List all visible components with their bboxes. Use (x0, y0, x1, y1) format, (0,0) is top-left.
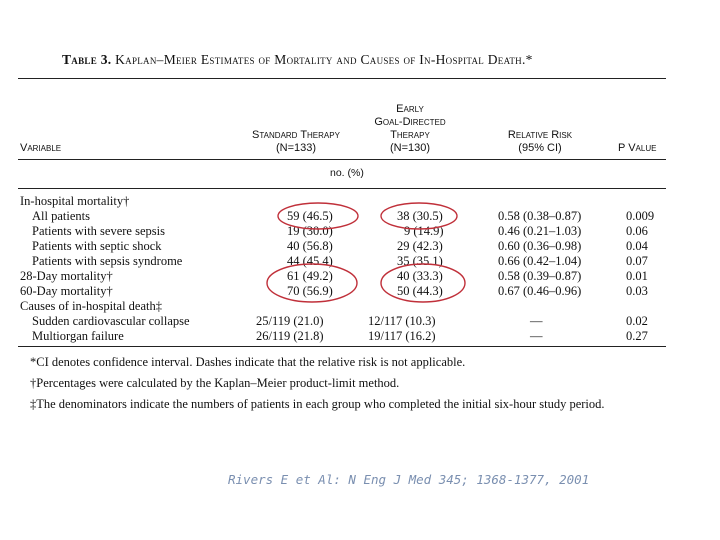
row-egd: 9 (14.9) (404, 224, 444, 238)
header-rr-line2: (95% CI) (518, 142, 562, 154)
header-egd-line2: Goal-Directed (374, 116, 446, 128)
row-p: 0.009 (626, 209, 655, 223)
row-variable: All patients (32, 209, 90, 223)
row-rr: — (530, 314, 543, 328)
header-egd-line1: Early (396, 103, 424, 115)
row-standard: 26/119 (21.8) (256, 329, 324, 343)
row-standard: 59 (46.5) (287, 209, 333, 223)
row-rr: 0.58 (0.38–0.87) (498, 209, 582, 223)
row-variable: Causes of in-hospital death‡ (20, 299, 162, 313)
footnote-ci: *CI denotes confidence interval. Dashes indicate that the relative risk is not applicable. (30, 355, 466, 369)
row-egd: 50 (44.3) (397, 284, 443, 298)
header-egd-line4: (N=130) (389, 142, 431, 154)
table-title-label: Table 3. (62, 52, 112, 67)
row-variable: Patients with severe sepsis (32, 224, 165, 238)
row-p: 0.01 (626, 269, 648, 283)
footnote-kaplan-meier: †Percentages were calculated by the Kaplan–Meier product-limit method. (30, 376, 400, 390)
highlight-circle-standard-mortality (267, 264, 357, 302)
table-title-text: Kaplan–Meier Estimates of Mortality and Causes of In-Hospital Death.* (115, 52, 533, 67)
row-rr: 0.66 (0.42–1.04) (498, 254, 582, 268)
row-variable: Sudden cardiovascular collapse (32, 314, 190, 328)
row-standard: 40 (56.8) (287, 239, 333, 253)
row-egd: 19/117 (16.2) (368, 329, 436, 343)
row-p: 0.02 (626, 314, 648, 328)
row-egd: 40 (33.3) (397, 269, 443, 283)
header-rr-line1: Relative Risk (507, 129, 573, 141)
row-variable: Patients with septic shock (32, 239, 162, 253)
row-p: 0.06 (626, 224, 648, 238)
row-rr: 0.60 (0.36–0.98) (498, 239, 582, 253)
row-p: 0.03 (626, 284, 648, 298)
row-rr: — (530, 329, 543, 343)
row-egd: 38 (30.5) (397, 209, 443, 223)
row-egd: 29 (42.3) (397, 239, 443, 253)
row-standard: 70 (56.9) (287, 284, 333, 298)
header-standard-line2: (N=133) (275, 142, 317, 154)
header-egd-line3: Therapy (390, 129, 430, 141)
row-variable: In-hospital mortality† (20, 194, 130, 208)
unit-label: no. (%) (330, 167, 364, 179)
footnote-denominators: ‡The denominators indicate the numbers of patients in each group who completed the initial six-hour study period. (30, 397, 605, 411)
row-rr: 0.67 (0.46–0.96) (498, 284, 582, 298)
citation: Rivers E et Al: N Eng J Med 345; 1368-1377, 2001 (228, 472, 590, 487)
row-variable: 60-Day mortality† (20, 284, 113, 298)
row-rr: 0.46 (0.21–1.03) (498, 224, 582, 238)
highlight-circle-standard-all (278, 203, 358, 229)
row-p: 0.07 (626, 254, 648, 268)
row-standard: 19 (30.0) (287, 224, 333, 238)
row-egd: 35 (35.1) (397, 254, 443, 268)
row-standard: 25/119 (21.0) (256, 314, 324, 328)
row-variable: Multiorgan failure (32, 329, 124, 343)
row-rr: 0.58 (0.39–0.87) (498, 269, 582, 283)
row-egd: 12/117 (10.3) (368, 314, 436, 328)
header-p-value: P Value (618, 142, 657, 154)
row-variable: 28-Day mortality† (20, 269, 113, 283)
row-p: 0.27 (626, 329, 648, 343)
header-standard-line1: Standard Therapy (252, 129, 340, 141)
row-standard: 61 (49.2) (287, 269, 333, 283)
row-variable: Patients with sepsis syndrome (32, 254, 183, 268)
row-standard: 44 (45.4) (287, 254, 333, 268)
row-p: 0.04 (626, 239, 648, 253)
header-variable: Variable (20, 142, 62, 154)
highlight-circle-egd-mortality (381, 264, 465, 302)
highlight-circle-egd-all (381, 203, 457, 229)
